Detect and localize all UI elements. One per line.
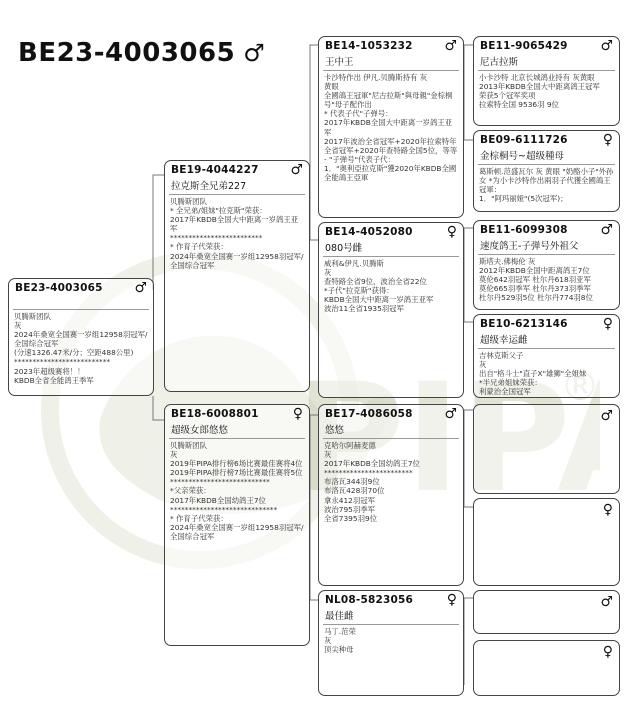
card-body: [165, 439, 309, 543]
card-subject[interactable]: [8, 278, 154, 396]
card-body: [474, 349, 619, 398]
body-line: 拉索特全国 9536羽 9位: [479, 100, 559, 110]
body-line: 2024年桑宽全国赛一岁组12958羽冠军/全国综合冠军: [14, 330, 148, 349]
pigeon-name: 080号雌: [325, 243, 363, 254]
body-line: ***************************: [170, 477, 270, 487]
pigeon-name: 悠悠: [325, 425, 345, 436]
male-symbol-icon: ♂: [600, 38, 613, 54]
card-dam[interactable]: [164, 404, 310, 646]
ring-number: NL08-5823056: [325, 594, 413, 606]
body-line: 黄眼: [324, 82, 339, 92]
card-dsd[interactable]: [473, 498, 620, 586]
body-line: * 全兄弟/姐妹"拉克斯"荣获：: [170, 206, 267, 216]
pigeon-name: 王中王: [325, 57, 354, 68]
card-body: [319, 625, 463, 656]
body-line: 布洛瓦344羽9位: [324, 477, 380, 487]
ring-number: BE23-4003065: [15, 282, 103, 294]
body-line: 2024年桑宽全国赛一岁组12958羽冠军/全国综合冠军: [170, 251, 304, 270]
body-line: 灰: [324, 450, 332, 460]
male-symbol-icon: ♂: [243, 39, 266, 67]
pigeon-name: 超级幸运雌: [480, 335, 528, 346]
ring-number: BE14-4052080: [325, 226, 413, 238]
female-symbol-icon: ♀: [446, 224, 457, 240]
female-symbol-icon: ♀: [602, 644, 613, 660]
card-dam-sire[interactable]: [318, 404, 464, 586]
body-line: KBDB全国大中距离一岁鸽王亚军: [324, 295, 434, 305]
body-line: 2012年KBDB全国中距离鸽王7位: [479, 266, 590, 276]
body-line: 灰: [14, 321, 22, 331]
card-sire-sire[interactable]: [318, 36, 464, 218]
female-symbol-icon: ♀: [602, 132, 613, 148]
male-symbol-icon: ♂: [444, 406, 457, 422]
ring-number: BE09-6111726: [480, 134, 568, 146]
title-ring: BE23-4003065: [18, 38, 236, 68]
card-body: [165, 195, 309, 272]
body-line: 贝腾斯团队: [170, 441, 207, 450]
body-line: 拿永412羽冠军: [324, 495, 376, 505]
ring-number: BE11-6099308: [480, 224, 568, 236]
body-line: ************************: [324, 468, 413, 478]
card-body: [9, 310, 153, 387]
body-line: 杜尔丹529羽5位 杜尔丹774羽8位: [479, 293, 593, 303]
card-sds[interactable]: [473, 220, 620, 310]
female-symbol-icon: ♀: [292, 406, 303, 422]
body-line: 莫伦642羽冠军 杜尔丹618羽亚军: [479, 275, 591, 285]
pigeon-name: 拉克斯全兄弟227: [171, 181, 247, 192]
ring-number: BE19-4044227: [171, 164, 259, 176]
body-line: *子代"拉克斯"获得：: [324, 286, 394, 296]
card-dds[interactable]: [473, 590, 620, 634]
pigeon-name: 金棕桐号~超级種母: [480, 151, 564, 162]
body-line: 2017年KBDB全国幼鸽王7位: [170, 495, 266, 505]
body-line: 马丁.范荣: [324, 627, 356, 636]
card-body: [319, 71, 463, 184]
body-line: 顶尖种母: [324, 645, 354, 655]
body-line: * 代表子代"子弹号：: [324, 109, 393, 119]
ring-number: BE18-6008801: [171, 408, 259, 420]
body-line: 2017年KBDB全国大中距离一岁鸽王亚军: [170, 215, 299, 234]
card-sire[interactable]: [164, 160, 310, 392]
pigeon-name: [9, 295, 153, 309]
body-line: 2024年桑宽全国赛一岁组12958羽冠军/全国综合冠军: [170, 522, 304, 541]
body-line: 利蒙治全国冠军: [479, 387, 531, 397]
body-line: *半兄弟姐妹荣获：: [479, 378, 542, 388]
body-line: *父亲荣获：: [170, 486, 211, 496]
card-body: [474, 165, 619, 205]
body-line: 波治795羽季军: [324, 504, 376, 514]
body-line: 葛斯顿.范盛瓦尔 灰 黄眼 "奶酪小子"外孙女 *为小卡沙特作出兩羽子代獲全國鴿王冠軍：: [479, 167, 614, 195]
body-line: 2017年波治全省冠军+2020年拉索特年全省冠军+2020年查特路全国5位，等等: [324, 136, 458, 155]
ring-number: BE17-4086058: [325, 408, 413, 420]
card-sdd[interactable]: [473, 314, 620, 398]
pedigree-title: [18, 38, 265, 68]
body-line: 2019年PIPA排行榜7场比赛最佳赛将5位: [170, 468, 303, 478]
body-line: 2017年KBDB全国大中距离一岁鸽王亚军: [324, 118, 453, 137]
card-body: [474, 71, 619, 111]
body-line: 灰: [324, 636, 332, 646]
body-line: 布洛瓦428羽70位: [324, 486, 385, 496]
body-line: *****************************: [170, 504, 278, 514]
male-symbol-icon: ♂: [290, 162, 303, 178]
female-symbol-icon: ♀: [602, 502, 613, 518]
card-dss[interactable]: [473, 404, 620, 494]
body-line: 灰: [479, 360, 487, 370]
body-line: 克哈尔阿赫麦德: [324, 441, 376, 450]
body-line: - "子弹号"代表子代：: [324, 154, 395, 164]
body-line: 灰: [324, 268, 332, 278]
body-line: 莫伦665羽季军 杜尔丹373羽季军: [479, 284, 591, 294]
body-line: 1．"奥利亞拉克斯"獲2020年KBDB全國全能鴿王亞軍: [324, 163, 457, 183]
card-sss[interactable]: [473, 36, 620, 126]
body-line: 斯塔夫.佛梅伦 灰: [479, 257, 536, 266]
body-line: * 作育子代荣获：: [170, 513, 228, 523]
card-sire-dam[interactable]: [318, 222, 464, 398]
card-ddd[interactable]: [473, 640, 620, 696]
body-line: 1．"阿玛丽娅"(5次冠军)；: [479, 194, 568, 204]
male-symbol-icon: ♂: [600, 408, 613, 424]
body-line: * 作育子代荣获：: [170, 242, 228, 252]
body-line: 2019年PIPA排行榜6场比赛最佳赛将4位: [170, 459, 303, 469]
female-symbol-icon: ♀: [602, 316, 613, 332]
body-line: 全國鴿王冠軍"尼古拉斯"與母親"金棕桐号"母子配作出: [324, 91, 453, 110]
body-line: 出自"格斗士"直子X"雄狮"全姐妹: [479, 369, 587, 379]
body-line: 荣获5个冠军奖项: [479, 91, 536, 101]
pigeon-name: 速度鸽王-子弹号外祖父: [480, 241, 579, 252]
ring-number: BE10-6213146: [480, 318, 568, 330]
card-body: [319, 257, 463, 316]
card-body: [474, 255, 619, 304]
pigeon-name: 最佳雌: [325, 611, 354, 622]
ring-number: BE11-9065429: [480, 40, 568, 52]
body-line: 2023年超级赛将！！: [14, 366, 85, 376]
male-symbol-icon: ♂: [134, 280, 147, 296]
male-symbol-icon: ♂: [600, 594, 613, 610]
body-line: 小卡沙特 北京长城鸽业持有 灰黄眼: [479, 73, 595, 82]
body-line: *************************: [170, 233, 263, 243]
pigeon-name: 尼古拉斯: [480, 57, 519, 68]
ring-number: BE14-1053232: [325, 40, 413, 52]
body-line: 灰: [170, 450, 178, 460]
female-symbol-icon: ♀: [446, 592, 457, 608]
card-dam-dam[interactable]: [318, 590, 464, 696]
body-line: 贝腾斯团队: [170, 197, 207, 206]
body-line: 查特路全省9位，波治全省22位: [324, 277, 427, 287]
pigeon-name: 超级女郎悠悠: [171, 425, 229, 436]
body-line: 全省7395羽9位: [324, 513, 378, 523]
body-line: 2017年KBDB全国幼鸽王7位: [324, 459, 420, 469]
body-line: (分速1326.47米/分；空距488公里): [14, 348, 134, 358]
body-line: 波治11全省1935羽冠军: [324, 304, 404, 314]
body-line: 贝腾斯团队: [14, 312, 51, 321]
body-line: 吉林克斯父子: [479, 351, 524, 360]
body-line: 威利&伊凡.贝腾斯: [324, 259, 384, 268]
card-body: [319, 439, 463, 525]
card-ssd[interactable]: [473, 130, 620, 212]
male-symbol-icon: ♂: [600, 222, 613, 238]
body-line: 卡沙特作出 伊凡.贝腾斯持有 灰: [324, 73, 428, 82]
body-line: KBDB全省全能鸽王季军: [14, 375, 94, 385]
body-line: **************************: [14, 357, 111, 367]
body-line: 2013年KBDB全国大中距离鸽王冠军: [479, 82, 600, 92]
male-symbol-icon: ♂: [444, 38, 457, 54]
